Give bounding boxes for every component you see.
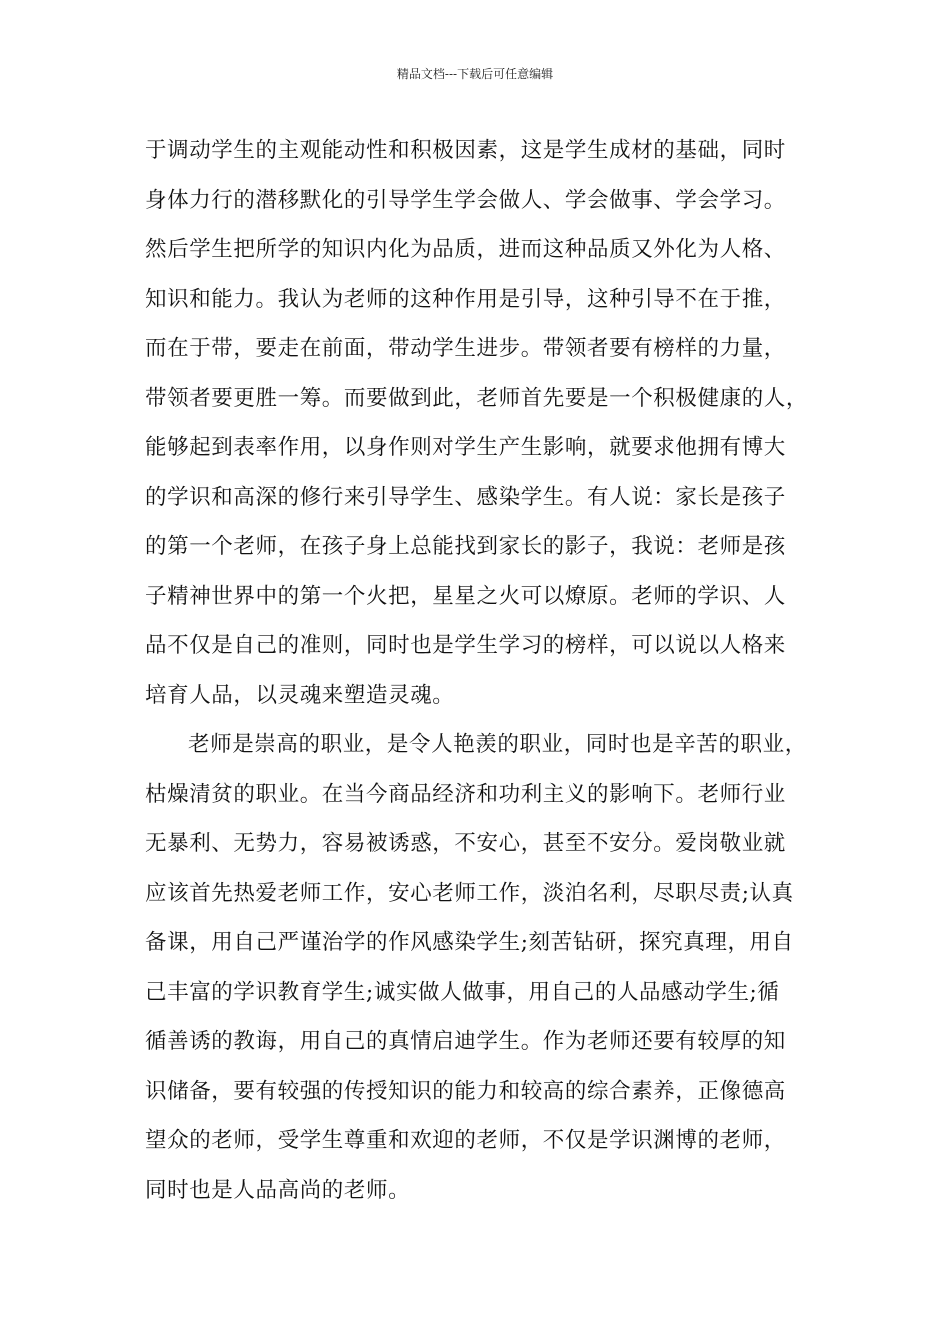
text-line: 带领者要更胜一筹。而要做到此，老师首先要是一个积极健康的人，: [145, 385, 809, 411]
text-line: 知识和能力。我认为老师的这种作用是引导，这种引导不在于推，: [145, 286, 786, 312]
text-line: 枯燥清贫的职业。在当今商品经济和功利主义的影响下。老师行业: [145, 781, 786, 807]
text-line: 的第一个老师，在孩子身上总能找到家长的影子，我说：老师是孩: [145, 534, 786, 559]
text-line: 能够起到表率作用，以身作则对学生产生影响，就要求他拥有博大: [145, 435, 786, 460]
page-header: 精品文档---下载后可任意编辑: [396, 67, 554, 81]
document-body: [145, 132, 835, 1221]
text-line: 无暴利、无势力，容易被诱惑，不安心，甚至不安分。爱岗敬业就: [145, 831, 786, 856]
paragraph-1: [145, 132, 835, 726]
paragraph-2: [145, 726, 835, 1221]
text-line: 品不仅是自己的准则，同时也是学生学习的榜样，可以说以人格来: [145, 633, 786, 658]
text-line: 应该首先热爱老师工作，安心老师工作，淡泊名利，尽职尽责;认真: [145, 880, 794, 906]
text-line: 培育人品，以灵魂来塑造灵魂。: [145, 682, 455, 708]
text-line: 的学识和高深的修行来引导学生、感染学生。有人说：家长是孩子: [145, 484, 786, 510]
text-line: 同时也是人品高尚的老师。: [145, 1177, 411, 1203]
text-line: 循善诱的教诲，用自己的真情启迪学生。作为老师还要有较厚的知: [145, 1029, 786, 1054]
text-line: 望众的老师，受学生尊重和欢迎的老师，不仅是学识渊博的老师，: [145, 1128, 786, 1153]
text-line: 身体力行的潜移默化的引导学生学会做人、学会做事、学会学习。: [145, 187, 786, 213]
text-line: 识储备，要有较强的传授知识的能力和较高的综合素养，正像德高: [145, 1078, 786, 1104]
text-line: 于调动学生的主观能动性和积极因素，这是学生成材的基础，同时: [145, 138, 786, 163]
text-line: 然后学生把所学的知识内化为品质，进而这种品质又外化为人格、: [145, 237, 786, 262]
text-line: 而在于带，要走在前面，带动学生进步。带领者要有榜样的力量，: [145, 336, 786, 361]
text-line: 己丰富的学识教育学生;诚实做人做事，用自己的人品感动学生;循: [145, 979, 780, 1005]
text-line: 老师是崇高的职业，是令人艳羡的职业，同时也是辛苦的职业，: [188, 732, 807, 757]
text-line: 备课，用自己严谨治学的作风感染学生;刻苦钻研，探究真理，用自: [145, 930, 794, 955]
text-line: 子精神世界中的第一个火把，星星之火可以燎原。老师的学识、人: [145, 583, 786, 609]
